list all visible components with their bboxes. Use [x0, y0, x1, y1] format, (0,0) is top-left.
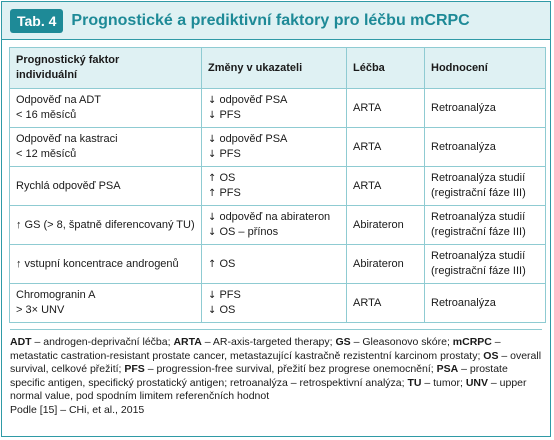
- cell-treatment: ARTA: [347, 89, 425, 128]
- cell-treatment: ARTA: [347, 128, 425, 167]
- arrow-down-icon: ↓: [208, 227, 217, 238]
- arrow-down-icon: ↓: [208, 212, 217, 223]
- cell-factor: Odpověď na ADT < 16 měsíců: [10, 89, 202, 128]
- table-row: [10, 128, 546, 167]
- cell-evaluation: Retroanalýza studií (registrační fáze III): [425, 206, 546, 245]
- table-row: [10, 206, 546, 245]
- table-title-bar: [2, 2, 550, 40]
- arrow-up-icon: ↑: [208, 188, 217, 199]
- table-legend: [10, 329, 542, 417]
- cell-treatment: ARTA: [347, 284, 425, 323]
- cell-changes: ↓ odpověď na abirateron ↓ OS – přínos: [202, 206, 347, 245]
- arrow-down-icon: ↓: [208, 149, 217, 160]
- cell-evaluation: Retroanalýza: [425, 128, 546, 167]
- header-changes: Změny v ukazateli: [202, 48, 347, 89]
- table-row: [10, 245, 546, 284]
- arrow-up-icon: ↑: [208, 173, 217, 184]
- legend-source: Podle [15] – CHi, et al., 2015: [10, 403, 145, 416]
- cell-changes: ↑ OS ↑ PFS: [202, 167, 347, 206]
- arrow-down-icon: ↓: [208, 95, 217, 106]
- table-card: [1, 1, 551, 437]
- cell-treatment: Abirateron: [347, 245, 425, 284]
- cell-treatment: Abirateron: [347, 206, 425, 245]
- arrow-down-icon: ↓: [208, 110, 217, 121]
- cell-changes: ↓ PFS ↓ OS: [202, 284, 347, 323]
- table-row: [10, 167, 546, 206]
- cell-treatment: ARTA: [347, 167, 425, 206]
- arrow-down-icon: ↓: [208, 134, 217, 145]
- header-evaluation: Hodnocení: [425, 48, 546, 89]
- cell-changes: ↓ odpověď PSA ↓ PFS: [202, 89, 347, 128]
- cell-evaluation: Retroanalýza: [425, 284, 546, 323]
- cell-factor: ↑ vstupní koncentrace androgenů: [10, 245, 202, 284]
- arrow-down-icon: ↓: [208, 290, 217, 301]
- cell-factor: Chromogranin A > 3× UNV: [10, 284, 202, 323]
- table-header-row: [10, 48, 546, 89]
- arrow-up-icon: ↑: [208, 258, 217, 270]
- cell-evaluation: Retroanalýza studií (registrační fáze III): [425, 167, 546, 206]
- cell-factor: Odpověď na kastraci < 12 měsíců: [10, 128, 202, 167]
- table-wrapper: [2, 40, 550, 323]
- cell-evaluation: Retroanalýza: [425, 89, 546, 128]
- cell-factor: ↑ GS (> 8, špatně diferencovaný TU): [10, 206, 202, 245]
- arrow-down-icon: ↓: [208, 305, 217, 316]
- cell-changes: ↑ OS: [202, 245, 347, 284]
- header-factor: Prognostický faktor individuální: [10, 48, 202, 89]
- table-number-badge: Tab. 4: [10, 9, 63, 33]
- table-row: [10, 89, 546, 128]
- cell-changes: ↓ odpověď PSA ↓ PFS: [202, 128, 347, 167]
- cell-factor: Rychlá odpověď PSA: [10, 167, 202, 206]
- header-treatment: Léčba: [347, 48, 425, 89]
- factors-table: [9, 47, 546, 323]
- table-row: [10, 284, 546, 323]
- cell-evaluation: Retroanalýza studií (registrační fáze III): [425, 245, 546, 284]
- legend-definitions: ADT – androgen-deprivační léčba; ARTA – AR-axis-targeted therapy; GS – Gleasonovo skóre; mCRPC – metastatic castration-resistant prostate cancer, metastazující kastračně rezistentní karcinom prostaty; OS – overall survival, celkové přežití; PFS – progression-free survival, přežití bez progrese onemocnění; PSA – prostate specific antigen, specifický prostatický antigen; retroanalýza – retrospektivní analýza; TU – tumor; UNV – upper normal value, pod spodním limitem referenčních hodnot: [10, 336, 542, 402]
- table-title: Prognostické a prediktivní faktory pro léčbu mCRPC: [71, 11, 470, 29]
